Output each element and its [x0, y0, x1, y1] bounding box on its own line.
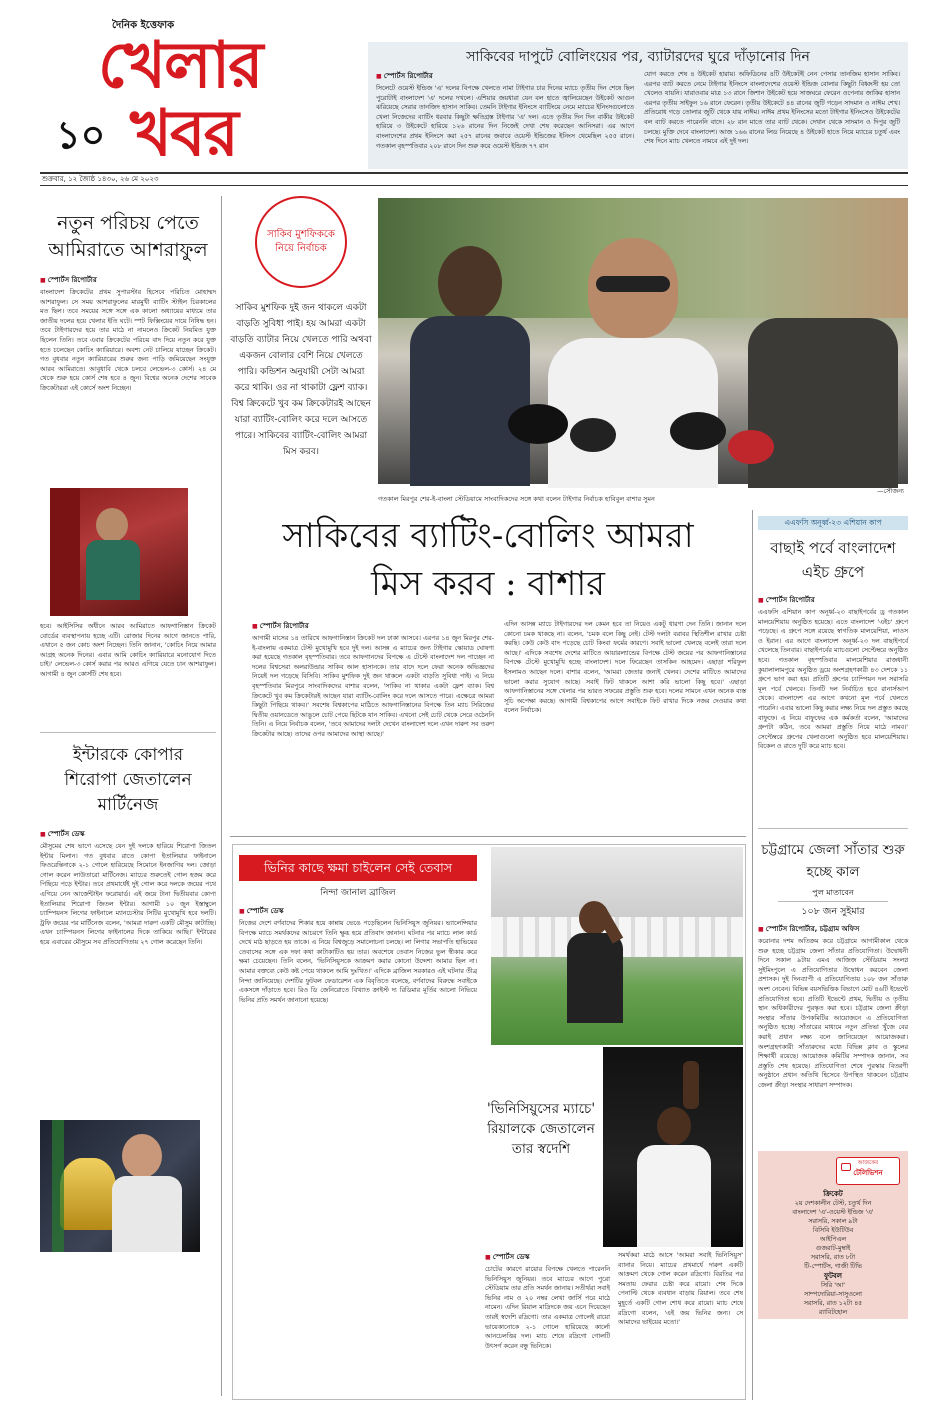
photo-credit: —সৌজন্য: [877, 487, 904, 495]
tv-label: টেলিভিশন: [853, 1169, 883, 1177]
main-byline: ■ স্পোর্টস রিপোর্টার: [252, 620, 494, 632]
vini-text-1: নিজের দেশে বর্ণবাদের শিকার হয়ে কান্নায় ভেঙে পড়েছিলেন ভিনিসিয়ুস জুনিয়র। ভ্যালেন্সিয়ার বিপক্ষে ম্যাচে সমর্থকদের আচরণে তিনি ক্ষুব্ধ হয়ে প্রতিবাদ জানান। ঘটনার পর ম্যাচে লাল কার্ড দেখে মাঠ ছাড়তে হয় তাকে। এ নিয়ে বিশ্বজুড়ে সমালোচনা চলছে। লা লিগার সভাপতি হাভিয়ের তেবাসের সঙ্গে এক দফা কথা কাটাকাটিও হয় তার। অবশেষে তেবাস নিজের ভুল স্বীকার করে ক্ষমা চেয়েছেন। তিনি বলেন, 'ভিনিসিয়ুসকে আক্রমণ করার কোনো উদ্দেশ্য আমার ছিল না। আমার বক্তব্যে কেউ কষ্ট পেয়ে থাকলে আমি দুঃখিত।' এদিকে ব্রাজিল সরকারও এই ঘটনার তীব্র নিন্দা জানিয়েছে। দেশটির ফুটবল ফেডারেশন এক বিবৃতিতে বলেছে, বর্ণবাদের বিরুদ্ধে সবাইকে একসঙ্গে দাঁড়াতে হবে। রিও ডি জেনিরোতে বিখ্যাত ক্রাইস্ট দ্য রিডিমার মূর্তির আলো নিভিয়ে ভিনির প্রতি সমর্থন জানানো হয়েছে।: [239, 920, 477, 1004]
tv-listing-line: সাম্পদোরিয়া-সাসুওলো: [804, 1291, 862, 1298]
tv-sport-heading: ফুটবল: [823, 1272, 843, 1280]
vini-kicker-box: [239, 855, 477, 881]
tv-icon: [841, 1163, 851, 1171]
afc-tag: এএফসি অনূর্ধ্ব-২৩ এশিয়ান কাপ: [758, 516, 908, 530]
martinez-trophy-photo: [40, 1120, 200, 1252]
callout-title: সাকিব মুশফিককে নিয়ে নির্বাচক: [267, 229, 335, 254]
vini-stadium-photo: [491, 847, 743, 1045]
left-story1-byline: ■ স্পোর্টস রিপোর্টার: [40, 274, 216, 286]
vini-section: [232, 844, 746, 1400]
top-story: [368, 42, 908, 169]
photo-caption: গতকাল মিরপুর শের-ই-বাংলা স্টেডিয়ামে সাংবাদিকদের সঙ্গে কথা বলেন টাইগার নির্বাচক হাবিবুল বাশার সুমন: [378, 495, 655, 503]
right-story1-byline: ■ স্পোর্টস রিপোর্টার: [758, 594, 908, 606]
page-number: ১০: [56, 113, 106, 157]
left-story1-text: বাংলাদেশ ক্রিকেটের প্রথম সুপারস্টার হিসেবে পরিচিত মোহাম্মদ আশরাফুল। সে সময় আশরাফুলের মারমুখী ব্যাটিং স্টাইল চিরকালের মত ছিল। তবে সময়ের সঙ্গে সঙ্গে এক কালো অধ্যায়ের মাধ্যমে তার জাতীয় দলের হয়ে খেলার ইতি ঘটে। স্পট ফিক্সিংয়ের দায়ে নিষিদ্ধ হন। তবে টাইগারদের হয়ে তার মাঠে না নামলেও ক্রিকেট নিয়মিত যুক্ত ছিলেন তিনি। তবে এবার ক্রিকেটের পরিচয় বাদ দিয়ে নতুন করে যুক্ত হতে চলেছেন কোচিং ক্যারিয়ারে। অবশ্য নেট চালিয়ে যাচ্ছেন ক্রিকেট। গত বুধবার নতুন ক্যারিয়ারের শুরুর জন্য পাড়ি জমিয়েছেন সংযুক্ত আরব আমিরাতে। আবুধাবি থেকে চলবে লেভেল-৩ কোর্স। ২৪ মে থেকে শুরু হয়ে কোর্স শেষ হবে ৪ জুন। বিশ্বের অনেক দেশের সাবেক ক্রিকেটাররা এই কোর্সে অংশ নিচ্ছেন।: [40, 289, 216, 392]
vini-desk-byline: ■ স্পোর্টস ডেস্ক: [239, 905, 477, 917]
right-column-rule: [752, 510, 753, 1400]
publisher-logo: দৈনিক ইত্তেফাক: [112, 20, 175, 31]
tv-listing-line: র‍্যাবিটহোল: [818, 1309, 848, 1316]
tv-listing-line: আইপিএল: [819, 1236, 847, 1243]
tv-label-badge: [836, 1157, 900, 1185]
left-story2-text: মৌসুমের শেষ ভাগে এসেছে যেন দুই দলকে হারিয়ে শিরোপা জিতল ইন্টার মিলান। গত বুধবার রাতে কোপা ইতালিয়ার ফাইনালে ফিওরেন্তিনাকে ২-১ গোলে হারিয়েছে সিমোনে ইনজাগির দল। জোড়া গোল করেন লাউতারো মার্টিনেজ। ম্যাচের শুরুতেই গোল হজম করে পিছিয়ে পড়ে ইন্টার। তবে প্রথমার্ধেই দুই গোল করে দলকে জয়ের পথে এগিয়ে নেন আর্জেন্টাইন ফরোয়ার্ড। এই জয়ে টানা দ্বিতীয়বার কোপা ইতালিয়ার শিরোপা জিতল ইন্টার। আগামী ১০ জুন ইস্তাম্বুলে চ্যাম্পিয়নস লিগের ফাইনালে ম্যানচেস্টার সিটির মুখোমুখি হবে দলটি। ট্রফি জয়ের পর মার্টিনেজ বলেন, 'আমরা দারুণ একটি মৌসুম কাটাচ্ছি। এখন চ্যাম্পিয়নস লিগের ফাইনালের দিকে তাকিয়ে আছি।' ইন্টারের হয়ে এবারের মৌসুমে সব প্রতিযোগিতায় ২৭ গোল করেছেন তিনি।: [40, 843, 216, 946]
main-article: [252, 620, 746, 828]
callout-title-circle: [255, 196, 347, 288]
main-col1: আগামী মাসের ১৪ তারিখে আফগানিস্তান ক্রিকেট দল ঢাকা আসবে। এরপর ১৪ জুন মিরপুর শের-ই-বাংলায় একমাত্র টেস্ট মুখোমুখি হবে দুই দল। আসন্ন এ ম্যাচের জন্য টাইগার স্কোয়াড ঘোষণা করা হয়েছে গতকাল বৃহস্পতিবার। তবে আফগানদের বিপক্ষে এ টেস্টে বাংলাদেশ দল পাচ্ছেন না দলের বিশ্বসেরা অলরাউন্ডার সাকিব আল হাসানকে। তার বাদে দলে ফেরা অনেক অভিজ্ঞদের নিয়েই দল গড়েছে বিসিবি। সাকিব মুশফিক দুই জন থাকলে একটা বাড়তি সুবিধা পাই। এ নিয়ে বৃহস্পতিবার মিরপুরে সাংবাদিকদের বাশার বলেন, 'সাকিব না থাকার একটা ফ্লেশ ব্যাক। বিশ্ব ক্রিকেটে খুব কম ক্রিকেটারই আছেন যারা ব্যাটিং-বোলিং করে দলে আসতে পারে। এক্ষেত্রে আমরা কিছুটা পিছিয়ে থাকব।' সবশেষ বিশ্বকাপের মাঠিতে আফগানিস্তানের বিপক্ষে তিন ম্যাচ সিরিজের দ্বিতীয় ওয়ানডেতে আঙুলে চোট পেয়ে ছিটকে যান সাকিব। এখনো সেই চোট থেকে সেরে ওঠেননি তিনি। এ নিয়ে নির্বাচক বলেন, 'তবে আমাদের দলটা দেখেন বাংলাদেশ দলে এখন দারুণ সব তরুণ ক্রিকেটার আছে। তাদের ওপর আমাদের আস্থা আছে।': [252, 635, 494, 738]
tv-listings: [764, 1189, 902, 1317]
tv-listing-line: বাংলাদেশ 'এ'-ওয়েস্ট ইন্ডিজ 'এ': [792, 1209, 874, 1216]
left-column: [40, 196, 216, 1396]
vini-headline-2: 'ভিনিসিয়ুসের ম্যাচে' রিয়ালকে জেতালেন তার স্বদেশি: [486, 1101, 596, 1157]
vini-subhead: নিন্দা জানাল ব্রাজিল: [320, 888, 396, 898]
tv-listing-line: বিসিবি ইউটিউব: [812, 1227, 854, 1234]
photo-caption-row: [378, 486, 908, 503]
masthead-title-line1: খেলার: [98, 28, 262, 103]
right-story2-text: করোনার দশম অতিক্রম করে চট্টগ্রামে আগামীকাল থেকে শুরু হচ্ছে চট্টগ্রাম জেলা সাঁতার প্রতিযোগিতা। উদ্বোধনী দিনে সকাল ৯টায় এমএ আজিজ স্টেডিয়াম সংলগ্ন সুইমিংপুলে এ প্রতিযোগিতার উদ্বোধন করবেন জেলা প্রশাসক। দুই দিনব্যাপী এ প্রতিযোগিতায় ১০৮ জন সাঁতারু অংশ নেবেন। বিভিন্ন বয়সভিত্তিক বিভাগে মোট ৪৬টি ইভেন্টে প্রতিযোগিতা হবে। প্রতিটি ইভেন্টে প্রথম, দ্বিতীয় ও তৃতীয় স্থান অধিকারীদের পুরস্কৃত করা হবে। চট্টগ্রাম জেলা ক্রীড়া সংস্থার সাঁতার উপকমিটির আয়োজনে এ প্রতিযোগিতা অনুষ্ঠিত হচ্ছে। সাঁতারের মাধ্যমে নতুন প্রতিভা খুঁজে বের করাই প্রধান লক্ষ্য বলে জানিয়েছেন আয়োজকরা। অংশগ্রহণকারী সাঁতারুদের মধ্যে বিভিন্ন ক্লাব ও স্কুলের শিক্ষার্থী রয়েছে। আয়োজক কমিটির সম্পাদক জানান, সব প্রস্তুতি শেষ হয়েছে। প্রতিযোগিতা শেষে পুরস্কার বিতরণী অনুষ্ঠানে প্রধান অতিথি হিসেবে উপস্থিত থাকবেন চট্টগ্রাম জেলা ক্রীড়া সংস্থার সাধারণ সম্পাদক।: [758, 938, 908, 1089]
dateline-bar: [40, 172, 908, 186]
top-story-col2: যোগ করতে শেষ ৪ উইকেট হারায়। অফিডিনের ৪টি উইকেটই নেন পেসার তানজিম হাসান সাকিব। এরপর ব্যাট করতে নেমে টাইগার ইনিংসে বাংলাদেশের ওয়েস্ট ইন্ডিজ বোলার কিছুটা বিধ্বংসী হয় তো খেলেও যায়নি। যারাওবার মাত্র ১৩ রানে জিশান উইকেট হয়ে সাজঘরে ফেরেন ওপেনার জাকির হাসান এরপর তৃতীয় সাইফুন ১৬ রানে ফেরেন। তৃতীয় উইকেটে ৪৪ রানের জুটি গড়েন সাদমান ও নাঈম শেখ। প্রতিরোধ গড়ে তোলার জুটি থেকে যায় নাঈম। নাঈম প্রথম ইনিংসের মতো টাইগার ইনিংসেও উইকেটের বল ব্যাট করতে পারেননি বাদে। ২৮ রান মাতে তার ব্যাট থেকে। দেখান থেকে সাদমান ও দিপুর জুটি চলছে। মুক্তি দেবে বাংলাদেশ। আজ ১৬৬ রানের লিড নিয়েছে ৪ উইকেট হাতে নিয়ে ম্যাচের চতুর্থ এবং শেষ দিনে ম্যাচ খেলতে নামবে এই দুই দল।: [644, 71, 900, 146]
bashar-press-photo: [378, 198, 908, 484]
vini-kicker-headline: ভিনির কাছে ক্ষমা চাইলেন সেই তেবাস: [263, 860, 453, 875]
tv-listing-line: সরাসরি, রাত ১২টা ৪৫: [803, 1300, 863, 1307]
tv-listing-box: [758, 1151, 908, 1319]
right-column: [758, 516, 908, 1400]
main-headline-line2: মিস করব : বাশার: [371, 564, 605, 604]
right-story2-byline: ■ স্পোর্টস রিপোর্টার, চট্টগ্রাম অফিস: [758, 923, 908, 935]
top-story-col1: সিলেটে ওয়েস্ট ইন্ডিজ 'এ' দলের বিপক্ষে খেলতে নামা টাইগার চার দিনের ম্যাচে তৃতীয় দিন শেষে ছিল পুরোটাই বাংলাদেশ 'এ' দলের দখলে। এশিয়ার জয়ধারা যেন বল হাতে জ্বালিয়েছেন উইকেট আগুন ঝরিয়েছে সেরার তানজিদ হাসান সাকিব। তেমনি টাইগার ইনিংসে ব্যাটিংয়ে নেমে ম্যাচের ইনিংসগুলোতে খেলা নিজেদের ব্যাটিং ধরবার কিছুটা ক্ষতিগ্রস্ত টাইগার 'এ' দল। এতে তৃতীয় দিন দিন বাকীর উইকেট হারিয়ে ৩ উইকেটে হারিয়ে ১২৬ রানের দিন নিজেই দেখা শেষ করেছেন আনিসরা। এর আগে বাংলাদেশের প্রথম ইনিংসে করা ২৫৭ রানের জবাবে ওয়েস্ট ইন্ডিজের ইনিংস থেমেছিল ২৫৫ রানে। গতকাল বৃহস্পতিবার ২০৮ রানে দিন শুরু করে ওয়েস্ট ইন্ডিজ ৭৭ রান: [376, 85, 634, 150]
tv-label-top: আজকের: [857, 1160, 879, 1166]
left-story2-headline: ইন্টারকে কোপার শিরোপা জেতালেন মার্টিনেজ: [64, 745, 192, 815]
ashraful-airplane-photo: [50, 488, 188, 616]
left-story1-text2: হবে। আইসিসির অধীনে আরব আমিরাতে আফগানিস্তান ক্রিকেট বোর্ডের ব্যবস্থাপনায় হচ্ছে এটি। রোজার দিনের আগে জানতে পারি, এখানে ৫ জন কোচ অংশ নিচ্ছেন। তিনি জানান, 'কোচিং নিয়ে আমার আগ্রহ অনেক দিনের। এবার আমি কোচিং ক্যারিয়ারে মনোযোগ দিতে চাই।' লেভেল-৩ কোর্স করার পর আরও এগিয়ে যেতে চান আশরাফুল। আগামী ৪ জুন কোর্সটি শেষ হবে।: [40, 623, 216, 678]
tv-listing-line: টি-স্পোর্টস, গাজী টিভি: [804, 1263, 862, 1270]
vini-fist-photo: [603, 1047, 743, 1247]
main-headline-line1: সাকিবের ব্যাটিং-বোলিং আমরা: [282, 516, 694, 556]
tv-listing-line: সিরি 'আ': [820, 1282, 846, 1289]
vini-text-2: চোটের কারণে রায়োর বিপক্ষে খেলতে পারেননি ভিনিসিয়ুস জুনিয়র। তবে ম্যাচের আগে পুরো স্টেডিয়াম তার প্রতি সমর্থন জানায়। সতীর্থরা সবাই ভিনির নাম ও ২০ নম্বর লেখা জার্সি পরে মাঠে নামেন। এদিন রিয়াল মাদ্রিদকে জয় এনে দিয়েছেন তারই স্বদেশি রদ্রিগো। তার একমাত্র গোলেই রায়ো ভায়েকানোকে ২-১ গোলে হারিয়েছে কার্লো আনচেলত্তির দল। ম্যাচ শেষে রদ্রিগো গোলটি উৎসর্গ করেন বন্ধু ভিনিকে।: [485, 1266, 610, 1350]
masthead-title-line2: খবর: [130, 96, 237, 171]
dateline: শুক্রবার, ১২ জ্যৈষ্ঠ ১৪৩০, ২৬ মে ২০২৩: [42, 175, 159, 183]
top-story-byline: ■ স্পোর্টস রিপোর্টার: [376, 70, 634, 82]
left-column-rule: [221, 196, 222, 1396]
main-headline-block: [230, 512, 746, 616]
right-story1-text: এএফসি এশিয়ান কাপ অনূর্ধ্ব-২৩ বাছাইপর্বের ড্র গতকাল মালয়েশিয়ায় অনুষ্ঠিত হয়েছে। এতে বাংলাদেশ 'এইচ' গ্রুপে পড়েছে। এ গ্রুপে সঙ্গে রয়েছে স্বাগতিক মালয়েশিয়া, লাওস ও ইরান। এর আগে বাংলাদেশ অনূর্ধ্ব-২৩ দল বাছাইপর্বে খেলেছে তিনবার। বাছাইপর্বের ম্যাচগুলো সেপ্টেম্বরে অনুষ্ঠিত হবে। গতকাল বৃহস্পতিবার মালয়েশিয়ার রাজধানী কুয়ালালামপুরে অনুষ্ঠিত ড্রয়ে অংশগ্রহণকারী ৪৩ দেশকে ১১ গ্রুপে ভাগ করা হয়। প্রতিটি গ্রুপের চ্যাম্পিয়ন দল সরাসরি মূল পর্বে খেলবে। তিনটি দল নির্বাচিত হবে রানার্সআপ থেকে। বাংলাদেশ এর আগে কখনো মূল পর্বে খেলতে পারেনি। এবার ভালো কিছু করার লক্ষ্য নিয়ে দল প্রস্তুত করছে বাফুফে। এ নিয়ে বাফুফের এক কর্মকর্তা বলেন, 'আমাদের গ্রুপটা কঠিন, তবে আমরা প্রস্তুতি নিয়ে মাঠে নামব।' সেপ্টেম্বরে গ্রুপের খেলাগুলো অনুষ্ঠিত হবে মালয়েশিয়ায়। বিকেল ও রাতে দুটি করে ম্যাচ হবে।: [758, 609, 908, 751]
tv-sport-heading: ক্রিকেট: [823, 1190, 843, 1198]
tv-listing-line: সরাসরি, সকাল ৯টা: [808, 1218, 858, 1225]
tv-listing-line: ২য় দেশকালীন টেস্ট, চতুর্থ দিন: [794, 1200, 872, 1207]
main-col2: এদিন আসন্ন ম্যাচে টাইগারদের দল কেমন হবে তা নিয়েও একটু ধারণা দেন তিনি। জানান দলে কোনো চমক থাকছে না। বলেন, 'চমক বলে কিছু নেই। টেস্ট দলটা বরাবর স্থিতিশীল রাখার চেষ্টা করছি। কেউ কেউ বাদ পড়েছে চোট কিংবা ফর্মের কারণে। সবাই ভালো খেলছে বলেই তারা দলে আছে।' এদিকে সবশেষ দেশের মাটিতে আয়ারল্যান্ডের বিপক্ষে টেস্ট জয়ের পর আফগানিস্তানের বিপক্ষে টেস্টে মুখোমুখি হচ্ছে বাংলাদেশ। দলে ফিরেছেন তাসকিন আহমেদ। এছাড়া শরিফুল ইসলামও আছেন দলে। বাশার বলেন, 'আমরা জেতার জন্যই খেলব। দেশের মাটিতে আমাদের ভালো করার সুযোগ আছে। সবাই ফিট থাকলে আশা করি ভালো কিছু হবে।' এছাড়া আফগানিস্তানের সঙ্গে খেলার পর ভারত সফরের প্রস্তুতি শুরু হবে। দলের সামনে এখন অনেক ব্যস্ত সূচি অপেক্ষা করছে। আগামী বিশ্বকাপের আগে সবাইকে ফিট রাখার দিকে নজর দেওয়ার কথা বলেন নির্বাচক।: [504, 621, 746, 715]
callout-quote: সাকিব মুশফিক দুই জন থাকলে একটা বাড়তি সুবিধা পাই। হয় আমরা একটা বাড়তি ব্যাটার নিয়ে খেলতে পারি অথবা একজন বোলার বেশি নিয়ে খেলতে পারি। কন্ডিশন অনুযায়ী সেটা আমরা করে থাকি। ওর না থাকাটা ফ্লেশ ব্যাক। বিশ্ব ক্রিকেটে খুব কম ক্রিকেটারই আছেন যারা ব্যাটিং-বোলিং করে দলে আসতে পারে। সাকিবের ব্যাটিং-বোলিং আমরা মিস করব।: [230, 303, 372, 457]
vini-text-3: সমর্থকরা মাঠে আসে 'আমরা সবাই ভিনিসিয়ুস' ব্যানার নিয়ে। ম্যাচের প্রথমার্ধে দারুণ একটি আক্রমণ থেকে গোল করেন রদ্রিগো। বিরতির পর সমতায় ফেরার চেষ্টা করে রায়ো। শেষ দিকে পেনাল্টি থেকে ব্যবধান বাড়ায় রিয়াল। তবে শেষ মুহূর্তে একটি গোল শোধ করে রায়ো। ম্যাচ শেষে রদ্রিগো বলেন, 'এই জয় ভিনির জন্য। সে আমাদের ভাইয়ের মতো।': [618, 1252, 743, 1327]
right-story2-sub2: ১০৮ জন সুইমার: [801, 906, 865, 917]
masthead: [40, 18, 360, 178]
tv-listing-line: গুজরাট-মুম্বাই: [815, 1245, 851, 1252]
right-story2-sub1: পুল মাতাবেন: [812, 888, 854, 897]
right-story2-headline: চট্টগ্রামে জেলা সাঁতার শুরু হচ্ছে কাল: [761, 842, 905, 880]
vini-desk-byline-2: ■ স্পোর্টস ডেস্ক: [485, 1251, 610, 1263]
left-story1-headline: নতুন পরিচয় পেতে আমিরাতে আশরাফুল: [48, 212, 208, 261]
tv-listing-line: সরাসরি, রাত ৮টা: [810, 1254, 856, 1261]
right-story1-headline: বাছাই পর্বে বাংলাদেশ এইচ গ্রুপে: [770, 539, 896, 581]
selector-callout: [230, 196, 372, 506]
left-story2-byline: ■ স্পোর্টস ডেস্ক: [40, 828, 216, 840]
center-horizontal-rule: [230, 836, 746, 837]
top-story-headline: সাকিবের দাপুটে বোলিংয়ের পর, ব্যাটারদের ঘুরে দাঁড়ানোর দিন: [466, 49, 810, 65]
